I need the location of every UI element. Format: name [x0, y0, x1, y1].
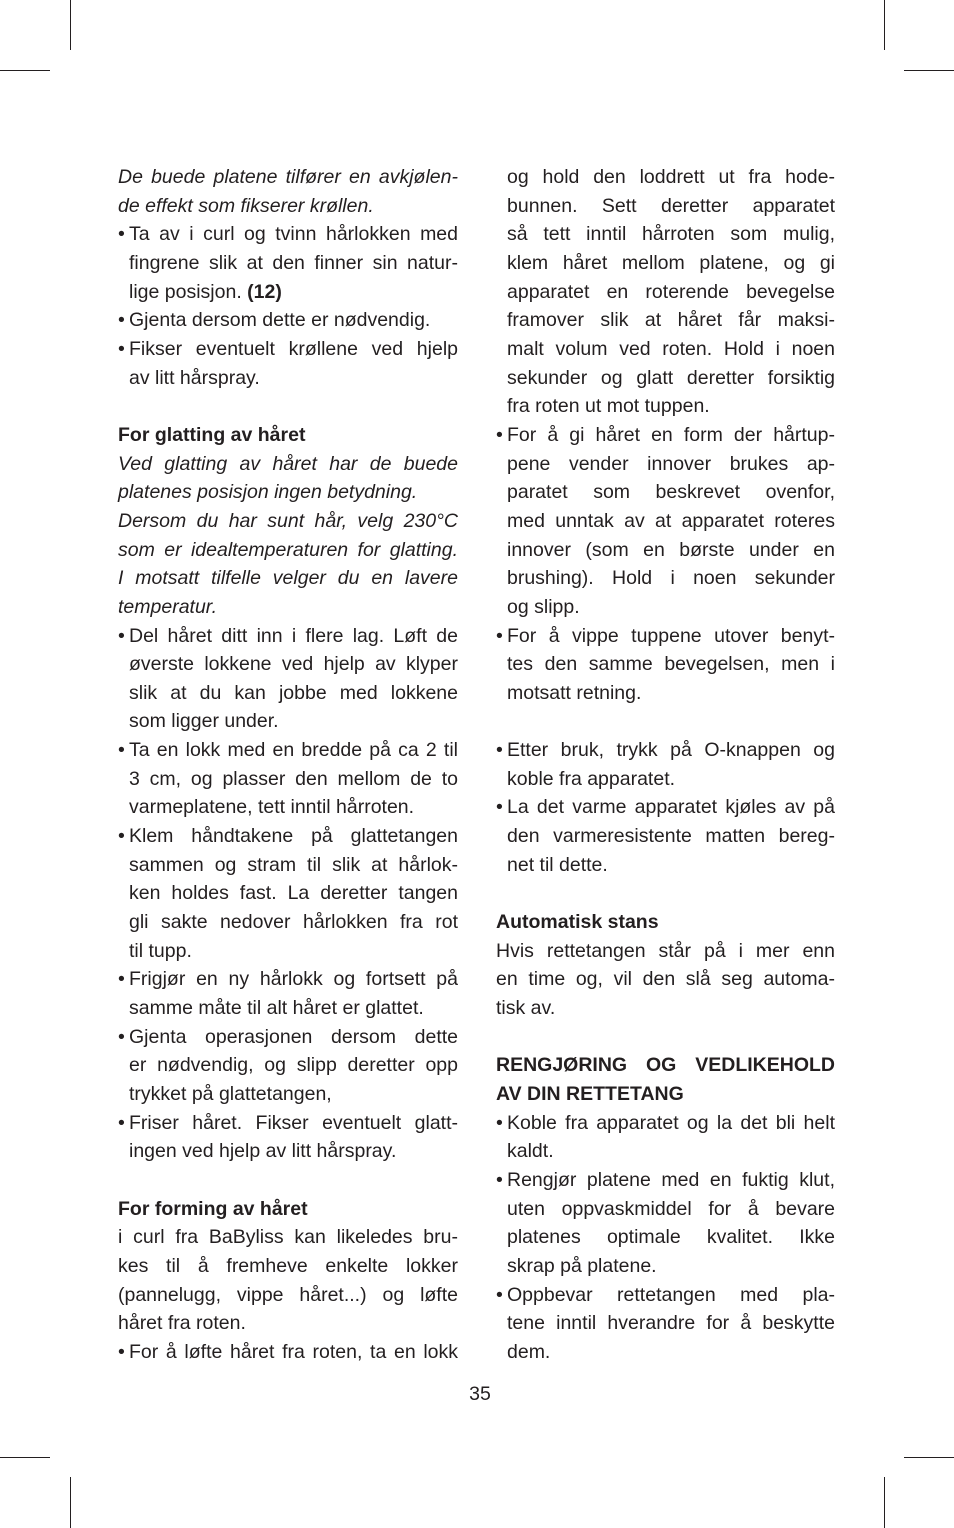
paragraph	[118, 1223, 458, 1338]
text-line: som er idealtemperaturen for glatting.	[118, 538, 458, 561]
spacer	[496, 1023, 835, 1052]
list-item	[496, 736, 835, 793]
crop-mark	[0, 1457, 50, 1458]
left-column	[118, 163, 458, 1367]
crop-mark	[904, 1457, 954, 1458]
text-line: håret fra roten.	[118, 1312, 246, 1335]
bullet-marker: •	[118, 968, 125, 991]
text-line: Friser håret. Fikser eventuelt glatt-	[129, 1111, 458, 1134]
intro-note	[118, 163, 458, 220]
text-line: Fikser eventuelt krøllene ved hjelp	[129, 337, 458, 360]
spacer	[496, 879, 835, 908]
list-item	[496, 1281, 835, 1367]
text-line: paratet som beskrevet ovenfor,	[507, 481, 835, 504]
text-line: og hold den loddrett ut fra hode-	[507, 166, 835, 188]
text-line: kaldt.	[507, 1140, 554, 1163]
list-item	[496, 793, 835, 879]
list-item	[496, 1109, 835, 1166]
text-line: ken holdes fast. La deretter tangen	[129, 882, 458, 905]
list-item	[118, 822, 458, 965]
list-item	[118, 220, 458, 306]
section-heading	[496, 1051, 835, 1108]
crop-mark	[904, 70, 954, 71]
crop-mark	[884, 0, 885, 50]
text-line: Ta av i curl og tvinn hårlokken med	[129, 223, 458, 246]
text-line: og slipp.	[507, 595, 580, 618]
text-line: framover slik at håret får maksi-	[507, 309, 835, 332]
text-line: tes den samme bevegelsen, men i	[507, 653, 835, 676]
list-item	[496, 622, 835, 708]
list-item-continuation	[496, 163, 835, 421]
text-line: Frigjør en ny hårlokk og fortsett på	[129, 968, 458, 991]
bullet-marker: •	[118, 309, 125, 332]
bullet-marker: •	[118, 337, 125, 360]
text-line: Del håret ditt inn i flere lag. Løft de	[129, 624, 458, 647]
text-line: pene vender innover brukes ap-	[507, 452, 835, 475]
text-line: som ligger under.	[129, 710, 279, 733]
text-line: motsatt retning.	[507, 681, 642, 704]
list-item	[496, 1166, 835, 1281]
text-line: i curl fra BaByliss kan likeledes bru-	[118, 1226, 458, 1249]
text-line: skrap på platene.	[507, 1254, 657, 1277]
text-line: med unntak av at apparatet roteres	[507, 509, 835, 532]
spacer	[118, 1166, 458, 1195]
text-segment: lige posisjon.	[129, 280, 242, 303]
text-line: platenes posisjon ingen betydning.	[118, 481, 418, 504]
text-line: brushing). Hold i noen sekunder	[507, 567, 835, 590]
bullet-marker: •	[496, 1168, 503, 1191]
text-line: I motsatt tilfelle velger du en lavere	[118, 567, 458, 590]
text-line: samme måte til alt håret er glattet.	[129, 997, 424, 1020]
text-line: kes til å fremheve enkelte lokker	[118, 1254, 458, 1277]
note-paragraph	[118, 450, 458, 507]
text-line: (pannelugg, vippe håret...) og løfte	[118, 1283, 458, 1306]
list-item	[118, 965, 458, 1022]
text-line: sammen og stram til slik at hårlok-	[129, 853, 458, 876]
text-line: Ta en lokk med en bredde på ca 2 til	[129, 739, 458, 762]
text-line: apparatet en roterende bevegelse	[507, 280, 835, 303]
text-line: Oppbevar rettetangen med pla-	[507, 1283, 835, 1306]
section-heading: For glatting av håret	[118, 423, 306, 446]
text-line: dem.	[507, 1340, 551, 1363]
text-line: 3 cm, og plasser den mellom de to	[129, 767, 458, 790]
list-item	[496, 421, 835, 622]
heading-line: AV DIN RETTETANG	[496, 1083, 684, 1105]
bullet-marker: •	[496, 739, 503, 762]
text-line: fingrene slik at den finner sin natur-	[129, 251, 458, 274]
crop-mark	[70, 0, 71, 50]
text-line: Gjenta operasjonen dersom dette	[129, 1025, 458, 1048]
text-line: Gjenta dersom dette er nødvendig.	[129, 309, 431, 332]
text-line: så tett inntil hårroten som mulig,	[507, 223, 835, 246]
right-column	[496, 163, 835, 1367]
bullet-marker: •	[496, 1111, 503, 1134]
text-line: platenes optimale kvalitet. Ikke	[507, 1226, 835, 1249]
text-line: slik at du kan jobbe med lokkene	[129, 681, 458, 704]
text-line: De buede platene tilfører en avkjølen-	[118, 166, 458, 188]
note-paragraph	[118, 507, 458, 622]
text-line: de effekt som fikserer krøllen.	[118, 194, 374, 217]
text-line: til tupp.	[129, 939, 192, 962]
text-line: tisk av.	[496, 997, 556, 1020]
text-line: sekunder og glatt deretter forsiktig	[507, 366, 835, 389]
text-line: trykket på glattetangen,	[129, 1083, 332, 1105]
text-line: La det varme apparatet kjøles av på	[507, 796, 835, 819]
list-item	[118, 622, 458, 737]
section-heading: Automatisk stans	[496, 911, 659, 934]
bullet-marker: •	[496, 1283, 503, 1306]
text-line: koble fra apparatet.	[507, 767, 676, 790]
text-line: av litt hårspray.	[129, 366, 260, 389]
figure-reference: (12)	[247, 280, 282, 303]
bullet-marker: •	[496, 624, 503, 647]
bullet-marker: •	[118, 825, 125, 848]
text-line: Rengjør platene med en fuktig klut,	[507, 1168, 835, 1191]
bullet-marker: •	[496, 796, 503, 819]
text-line: temperatur.	[118, 595, 217, 618]
crop-mark	[884, 1477, 885, 1528]
text-line: For å vippe tuppene utover benyt-	[507, 624, 835, 647]
text-line: innover (som en børste under en	[507, 538, 835, 561]
bullet-marker: •	[496, 423, 503, 446]
text-line: en time og, vil den slå seg automa-	[496, 968, 835, 991]
text-line: net til dette.	[507, 853, 608, 876]
list-item	[118, 1023, 458, 1109]
list-item	[118, 335, 458, 392]
text-line: malt volum ved roten. Hold i noen	[507, 337, 835, 360]
section-heading: For forming av håret	[118, 1197, 308, 1220]
list-item	[118, 1109, 458, 1166]
text-line: Hvis rettetangen står på i mer enn	[496, 939, 835, 962]
spacer	[496, 707, 835, 736]
text-line: øverste lokkene ved hjelp av klyper	[129, 653, 458, 676]
text-line: Dersom du har sunt hår, velg 230°C	[118, 509, 458, 532]
text-line: klem håret mellom platene, og gi	[507, 251, 835, 274]
text-line: ingen ved hjelp av litt hårspray.	[129, 1140, 397, 1163]
text-line: Etter bruk, trykk på O-knappen og	[507, 739, 835, 762]
crop-mark	[0, 70, 50, 71]
bullet-marker: •	[118, 1025, 125, 1048]
text-line: Klem håndtakene på glattetangen	[129, 825, 458, 848]
list-item	[118, 736, 458, 822]
paragraph	[496, 937, 835, 1023]
bullet-marker: •	[118, 624, 125, 647]
text-line: Koble fra apparatet og la det bli helt	[507, 1111, 835, 1134]
list-item	[118, 306, 458, 335]
text-line: For å løfte håret fra roten, ta en lokk	[129, 1340, 458, 1363]
text-line: For å gi håret en form der hårtup-	[507, 423, 835, 446]
bullet-marker: •	[118, 1340, 125, 1363]
bullet-marker: •	[118, 223, 125, 246]
spacer	[118, 392, 458, 421]
text-line: den varmeresistente matten bereg-	[507, 825, 835, 848]
text-line: fra roten ut mot tuppen.	[507, 395, 710, 418]
text-line: er nødvendig, og slipp deretter opp	[129, 1054, 458, 1077]
heading-line: RENGJØRING OG VEDLIKEHOLD	[496, 1054, 835, 1077]
text-line: Ved glatting av håret har de buede	[118, 452, 458, 475]
text-line: uten oppvaskmiddel for å bevare	[507, 1197, 835, 1220]
bullet-marker: •	[118, 1111, 125, 1134]
list-item	[118, 1338, 458, 1367]
text-line: tene inntil hverandre for å beskytte	[507, 1312, 835, 1335]
crop-mark	[70, 1477, 71, 1528]
text-line: gli sakte nedover hårlokken fra rot	[129, 911, 458, 934]
page-number: 35	[469, 1383, 491, 1405]
text-line: bunnen. Sett deretter apparatet	[507, 194, 835, 217]
text-line	[129, 278, 458, 307]
text-line: varmeplatene, tett inntil hårroten.	[129, 796, 415, 819]
bullet-marker: •	[118, 739, 125, 762]
